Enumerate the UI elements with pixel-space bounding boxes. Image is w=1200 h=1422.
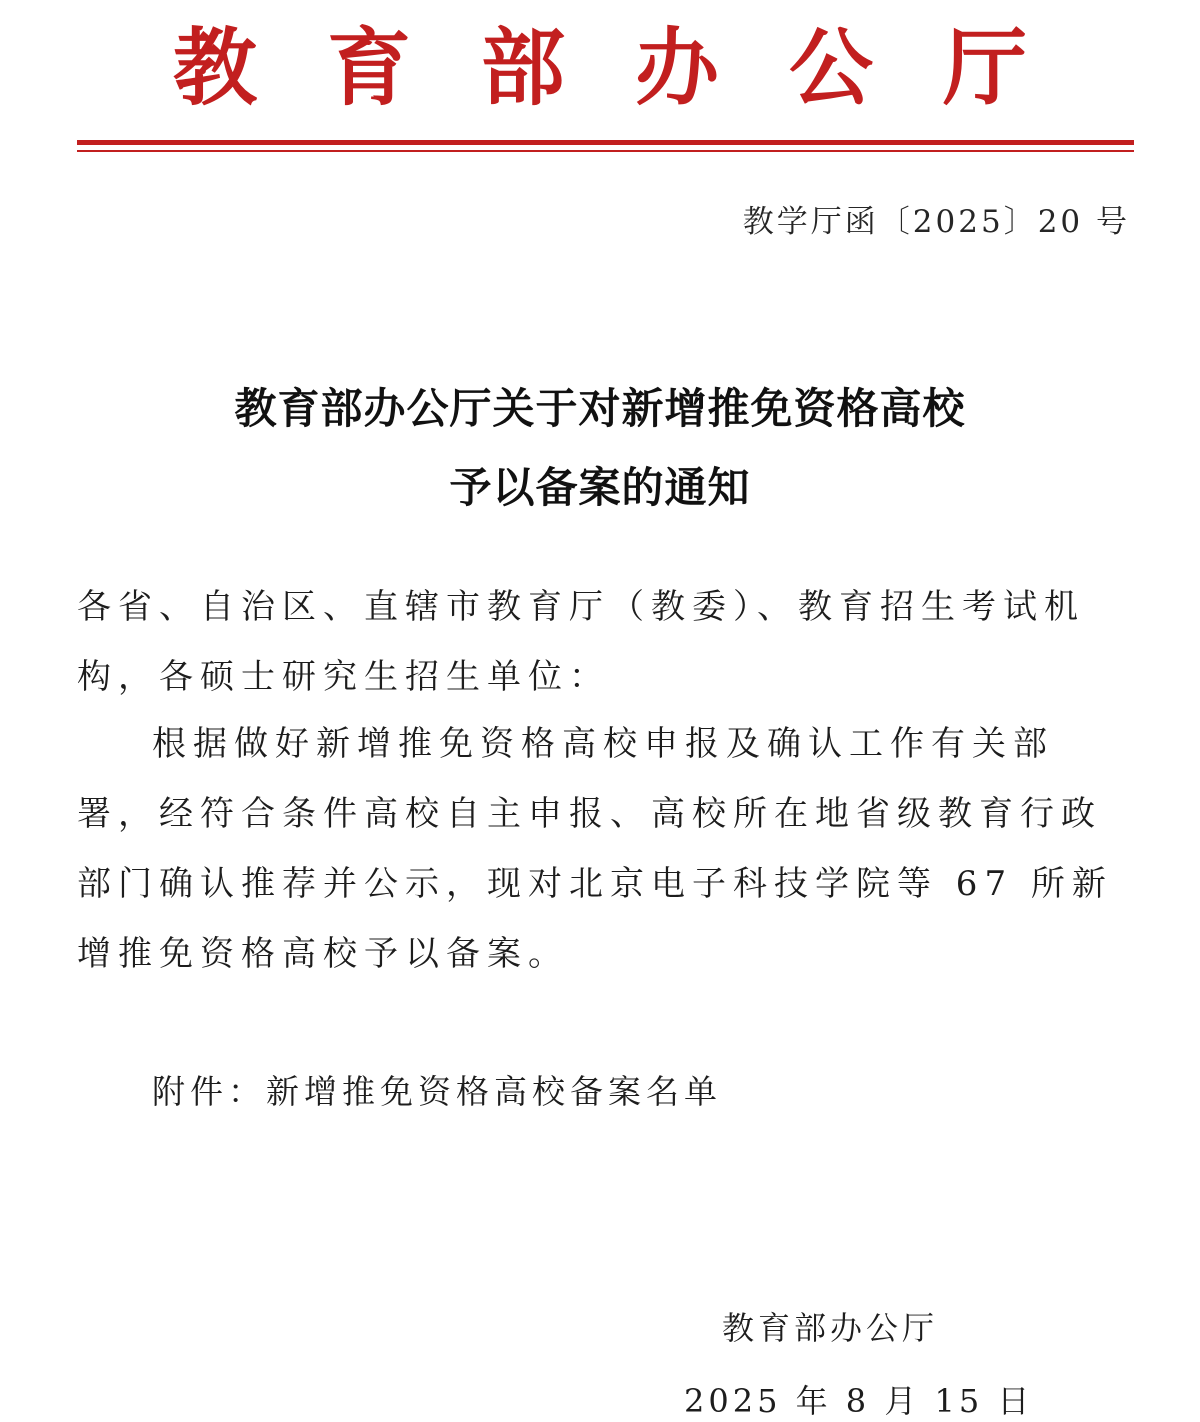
issue-date: 2025 年 8 月 15 日 — [684, 1382, 1034, 1420]
salutation: 各省、自治区、直辖市教育厅（教委）、教育招生考试机构，各硕士研究生招生单位： — [77, 587, 1085, 697]
masthead — [0, 18, 1200, 118]
document-title-line-1: 教育部办公厅关于对新增推免资格高校 — [234, 384, 966, 433]
document-title-line-2: 予以备案的通知 — [449, 463, 751, 512]
document-number: 教学厅函〔2025〕20 号 — [742, 204, 1130, 240]
red-divider-thick — [77, 140, 1134, 145]
issuing-authority: 教育部办公厅 — [722, 1309, 939, 1347]
masthead-title: 教育部办公厅 — [172, 18, 1097, 117]
body-paragraph: 根据做好新增推免资格高校申报及确认工作有关部署，经符合条件高校自主申报、高校所在地省级教育行政部门确认推荐并公示，现对北京电子科技学院等 67 所新增推免资格高校予以备案。 — [77, 724, 1113, 974]
red-divider-thin — [77, 150, 1134, 152]
attachment-line: 附件：新增推免资格高校备案名单 — [152, 1072, 722, 1111]
